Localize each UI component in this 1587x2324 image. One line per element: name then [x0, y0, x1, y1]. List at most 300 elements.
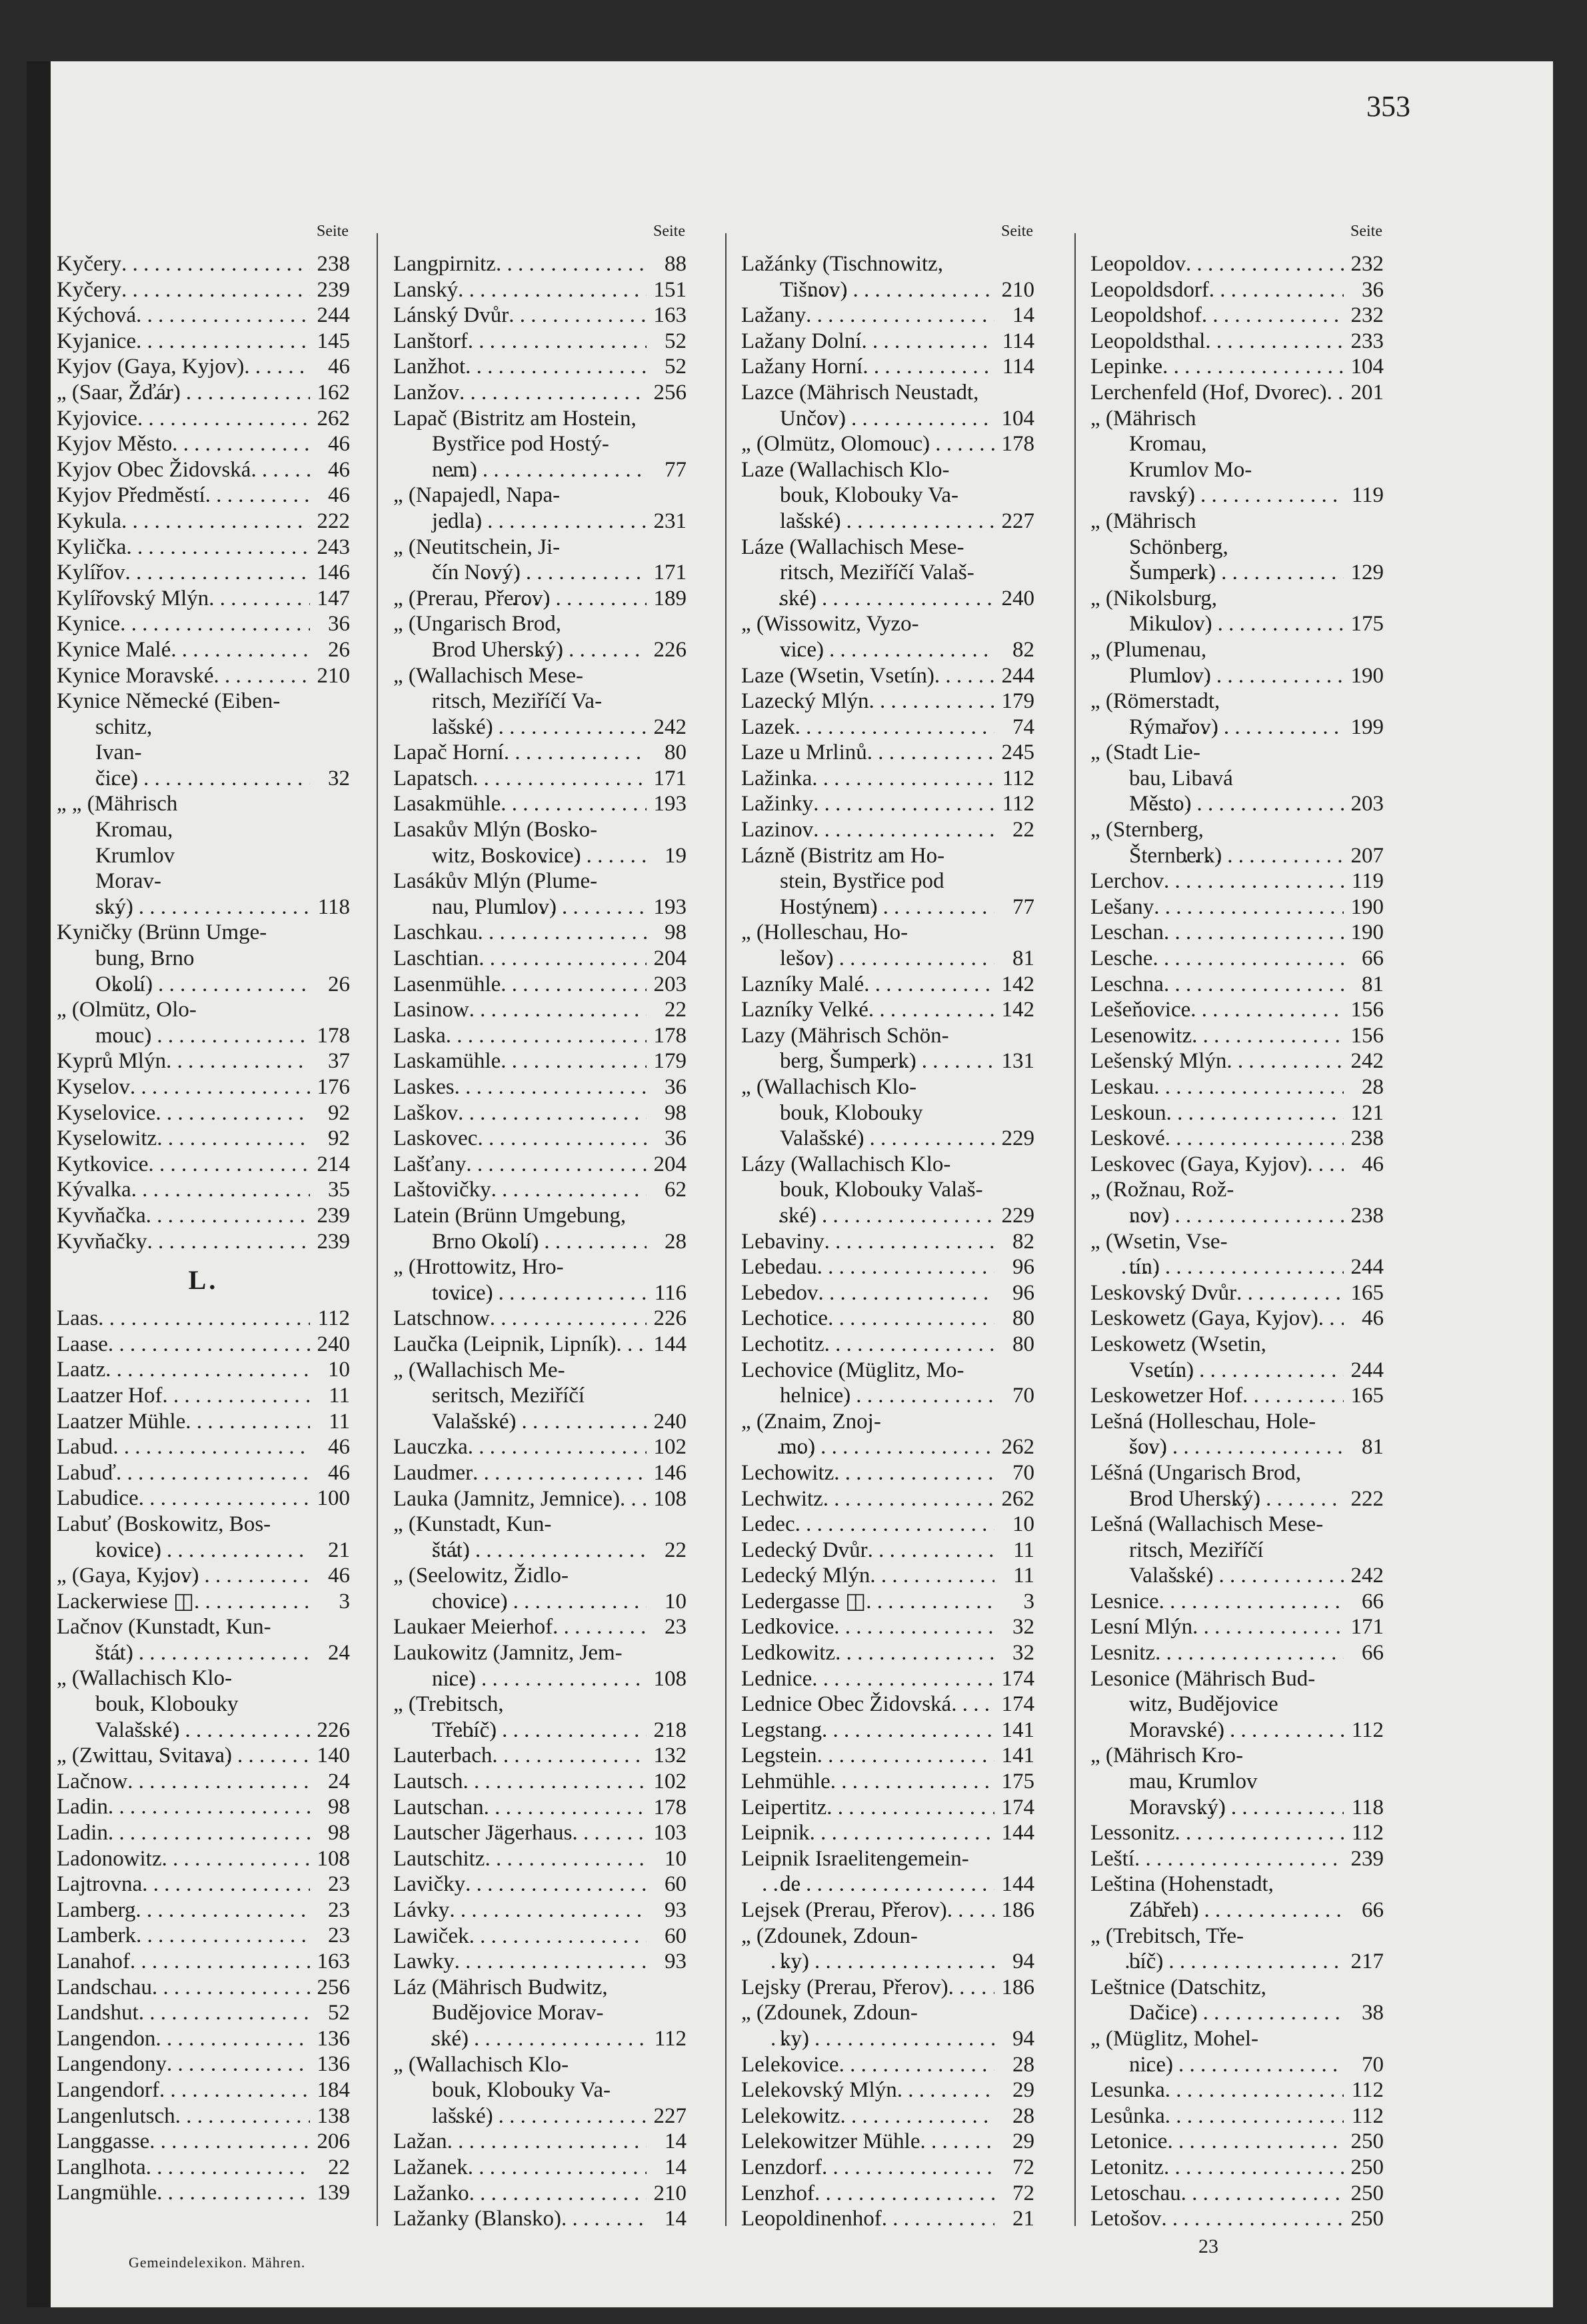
entry-page: 11: [994, 1563, 1034, 1589]
entry-page: 32: [994, 1640, 1034, 1666]
entry-page: 62: [647, 1177, 687, 1203]
entry-name: Lešany . . .: [1090, 894, 1344, 920]
entry-name: „ (Mährisch Kro- mau, Krumlov Moravský) . . .: [1090, 1743, 1344, 1820]
index-entry: [1090, 509, 1384, 586]
index-entry: [1090, 997, 1384, 1023]
index-entry: [741, 1666, 1034, 1692]
index-entry: [1090, 329, 1384, 355]
entry-name: Lautschitz . . .: [393, 1846, 647, 1872]
entry-name: Laas . . .: [57, 1306, 310, 1332]
entry-name: Lechotice . . .: [741, 1306, 994, 1332]
entry-page: 142: [994, 997, 1034, 1023]
entry-name: Kyčery . . .: [57, 277, 310, 303]
entry-name: Langendon . . .: [57, 2026, 310, 2052]
entry-page: 245: [994, 740, 1034, 766]
index-entry: [741, 1614, 1034, 1640]
entry-name: Lessonitz . . .: [1090, 1820, 1344, 1846]
index-entry: [57, 1923, 350, 1949]
entry-name: Lackerwiese ◫ . . .: [57, 1589, 310, 1615]
entry-name: Lačnow . . .: [57, 1769, 310, 1795]
entry-name: Legstein . . .: [741, 1743, 994, 1769]
index-entry: [1090, 1743, 1384, 1820]
entry-page: 229: [994, 1203, 1034, 1229]
entry-page: 36: [310, 611, 350, 637]
index-entry: [741, 714, 1034, 740]
entry-name: Laškov . . .: [393, 1100, 647, 1126]
entry-name: Lažanky (Blansko) . . .: [393, 2206, 647, 2232]
index-entry: [741, 1897, 1034, 1923]
index-entry: [57, 1563, 350, 1589]
entry-name: Lamberk . . .: [57, 1923, 310, 1949]
index-entry: [57, 688, 350, 791]
entry-page: 204: [647, 946, 687, 972]
entry-name: Lasakmühle . . .: [393, 791, 647, 817]
index-entry: [393, 1358, 687, 1435]
entry-page: 70: [994, 1383, 1034, 1409]
index-entry: [1090, 1177, 1384, 1228]
index-entry: [393, 1897, 687, 1923]
entry-name: Lesche . . .: [1090, 946, 1344, 972]
entry-page: 35: [310, 1177, 350, 1203]
entry-name: Leskowetz (Gaya, Kyjov) . . .: [1090, 1306, 1344, 1332]
entry-name: Láze (Wallachisch Mese- ritsch, Meziříčí Valaš- ské) . . .: [741, 535, 994, 612]
entry-name: Kyjov Předměstí . . .: [57, 483, 310, 509]
entry-page: 14: [647, 2129, 687, 2155]
entry-page: 242: [1344, 1048, 1384, 1074]
entry-page: 112: [310, 1306, 350, 1332]
entry-name: Lehmühle . . .: [741, 1769, 994, 1795]
entry-name: „ (Seelowitz, Židlo- chovice) . . .: [393, 1563, 647, 1614]
entry-page: 60: [647, 1871, 687, 1897]
entry-page: 239: [310, 277, 350, 303]
index-entry: [393, 920, 687, 946]
entry-name: Landschau . . .: [57, 1975, 310, 2001]
entry-name: „ (Ungarisch Brod, Brod Uherský) . . .: [393, 611, 647, 662]
entry-page: 239: [1344, 1846, 1384, 1872]
index-entry: [741, 251, 1034, 303]
entry-name: Kyselowitz . . .: [57, 1126, 310, 1152]
entry-name: Langmühle . . .: [57, 2180, 310, 2206]
entry-name: Leskoun . . .: [1090, 1100, 1344, 1126]
index-entry: [393, 1254, 687, 1306]
entry-page: 226: [310, 1718, 350, 1743]
index-entry: [1090, 586, 1384, 637]
entry-name: Kyničky (Brünn Umge- bung, Brno Okolí) . . .: [57, 920, 310, 997]
entry-name: „ (Napajedl, Napa- jedla) . . .: [393, 483, 647, 534]
entry-page: 165: [1344, 1383, 1384, 1409]
entry-name: Lelekowitz . . .: [741, 2103, 994, 2129]
entry-name: Lapač (Bistritz am Hostein, Bystřice pod Hostý- nem) . . .: [393, 406, 647, 483]
entry-page: 218: [647, 1718, 687, 1743]
entry-page: 46: [310, 1563, 350, 1589]
entry-page: 217: [1344, 1949, 1384, 1975]
entry-page: 74: [994, 714, 1034, 740]
entry-page: 186: [994, 1975, 1034, 2001]
entry-name: „ (Wallachisch Klo- bouk, Klobouky Valašské) . . .: [57, 1666, 310, 1743]
entry-name: Laschtian . . .: [393, 946, 647, 972]
entry-page: 37: [310, 1048, 350, 1074]
entry-name: Kyjov (Gaya, Kyjov) . . .: [57, 354, 310, 380]
index-entry: [741, 1846, 1034, 1897]
index-entry: [1090, 637, 1384, 688]
index-entry: [741, 1692, 1034, 1718]
index-entry: [393, 1614, 687, 1640]
entry-page: 199: [1344, 714, 1384, 740]
entry-name: Letonice . . .: [1090, 2129, 1344, 2155]
index-column-1: [57, 223, 350, 2206]
entry-name: Lažan . . .: [393, 2129, 647, 2155]
entry-page: 184: [310, 2077, 350, 2103]
entry-page: 60: [647, 1923, 687, 1949]
index-entry: [393, 277, 687, 303]
index-entry: [741, 1409, 1034, 1460]
entry-name: „ (Plumenau, Plumlov) . . .: [1090, 637, 1344, 688]
index-entry: [741, 766, 1034, 792]
entry-page: 186: [994, 1897, 1034, 1923]
index-entry: [57, 997, 350, 1048]
entry-page: 108: [310, 1846, 350, 1872]
entry-name: Leskovec (Gaya, Kyjov) . . .: [1090, 1152, 1344, 1178]
entry-page: 92: [310, 1100, 350, 1126]
index-entry: [1090, 303, 1384, 329]
entry-page: 140: [310, 1743, 350, 1769]
entry-name: Laatzer Mühle . . .: [57, 1409, 310, 1435]
entry-name: Léšná (Ungarisch Brod, Brod Uherský) . . .: [1090, 1460, 1344, 1512]
index-entry: [1090, 1126, 1384, 1152]
index-entry: [393, 1692, 687, 1743]
entry-page: 23: [310, 1871, 350, 1897]
entry-page: 112: [994, 791, 1034, 817]
index-entry: [1090, 1152, 1384, 1178]
entry-page: 118: [310, 894, 350, 920]
entry-page: 66: [1344, 946, 1384, 972]
index-entry: [1090, 2077, 1384, 2103]
index-entry: [741, 303, 1034, 329]
entry-name: Langgasse . . .: [57, 2129, 310, 2155]
entry-name: Leskowetzer Hof . . .: [1090, 1383, 1344, 1409]
entry-name: Ledec . . .: [741, 1512, 994, 1538]
entry-name: Lesnice . . .: [1090, 1589, 1344, 1615]
entry-page: 141: [994, 1743, 1034, 1769]
entry-name: Laudmer . . .: [393, 1460, 647, 1486]
entry-name: Lapač Horní . . .: [393, 740, 647, 766]
entry-page: 204: [647, 1152, 687, 1178]
entry-page: 174: [994, 1692, 1034, 1718]
index-entry: [57, 2077, 350, 2103]
entry-page: 24: [310, 1769, 350, 1795]
entry-name: Lavičky . . .: [393, 1871, 647, 1897]
index-entry: [1090, 1512, 1384, 1589]
entry-page: 19: [647, 843, 687, 869]
entry-name: Lenzdorf . . .: [741, 2155, 994, 2181]
index-entry: [57, 380, 350, 406]
index-entry: [1090, 1074, 1384, 1100]
index-entry: [393, 303, 687, 329]
entry-page: 38: [1344, 2000, 1384, 2026]
index-entry: [393, 2206, 687, 2232]
entry-page: 46: [310, 431, 350, 457]
index-entry: [393, 946, 687, 972]
index-entry: [741, 431, 1034, 457]
column-header: Seite: [1350, 223, 1382, 240]
index-entry: [393, 1048, 687, 1074]
entry-page: 222: [1344, 1486, 1384, 1512]
entry-page: 156: [1344, 1023, 1384, 1049]
index-entry: [57, 611, 350, 637]
index-entry: [1090, 2206, 1384, 2232]
entry-name: Lauczka . . .: [393, 1434, 647, 1460]
entry-name: Lazinov . . .: [741, 817, 994, 843]
entry-name: Lazy (Mährisch Schön- berg, Šumperk) . . .: [741, 1023, 994, 1074]
entry-page: 250: [1344, 2155, 1384, 2181]
index-entry: [393, 997, 687, 1023]
entry-name: Lazce (Mährisch Neustadt, Unčov) . . .: [741, 380, 994, 431]
entry-name: „ (Znaim, Znoj- mo) . . .: [741, 1409, 994, 1460]
entry-name: Lazníky Malé . . .: [741, 972, 994, 998]
entry-page: 178: [647, 1795, 687, 1821]
entry-page: 46: [310, 1460, 350, 1486]
entry-name: Lesonice (Mährisch Bud- witz, Budějovice Moravské) . . .: [1090, 1666, 1344, 1743]
entry-name: Lechovice (Müglitz, Mo- helnice) . . .: [741, 1358, 994, 1409]
index-entry: [741, 1280, 1034, 1306]
index-entry: [1090, 894, 1384, 920]
index-entry: [57, 277, 350, 303]
index-entry: [741, 535, 1034, 612]
entry-page: 119: [1344, 483, 1384, 509]
column-rule: [1074, 233, 1076, 2226]
entry-name: Leština (Hohenstadt, Zábřeh) . . .: [1090, 1871, 1344, 1923]
entry-name: Lednice . . .: [741, 1666, 994, 1692]
index-entry: [741, 1743, 1034, 1769]
entry-name: Leskau . . .: [1090, 1074, 1344, 1100]
column-header: Seite: [317, 223, 349, 240]
entry-name: „ (Wallachisch Mese- ritsch, Meziříčí Va- lašské) . . .: [393, 663, 647, 740]
index-entry: [741, 354, 1034, 380]
entry-page: 242: [1344, 1563, 1384, 1589]
column-header: Seite: [1001, 223, 1033, 240]
entry-name: „ (Olmütz, Olomouc) . . .: [741, 431, 994, 457]
entry-page: 136: [310, 2051, 350, 2077]
entry-name: Lesnitz . . .: [1090, 1640, 1344, 1666]
index-entry: [57, 1589, 350, 1615]
index-entry: [57, 509, 350, 535]
index-entry: [1090, 1666, 1384, 1743]
index-entry: [57, 1074, 350, 1100]
entry-name: Lenzhof . . .: [741, 2181, 994, 2207]
entry-name: Kylička . . .: [57, 535, 310, 561]
index-entry: [393, 972, 687, 998]
index-entry: [393, 2155, 687, 2181]
index-entry: [57, 1666, 350, 1743]
entry-page: 70: [994, 1460, 1034, 1486]
index-entry: [393, 1203, 687, 1254]
entry-page: 207: [1344, 843, 1384, 869]
index-entry: [741, 663, 1034, 689]
entry-name: „ (Mährisch Kromau, Krumlov Mo- ravský) . . .: [1090, 406, 1344, 509]
entry-name: Lautscher Jägerhaus . . .: [393, 1820, 647, 1846]
entry-page: 102: [647, 1434, 687, 1460]
entry-page: 22: [647, 997, 687, 1023]
entry-name: Lesunka . . .: [1090, 2077, 1344, 2103]
entry-page: 103: [647, 1820, 687, 1846]
index-entry: [741, 1358, 1034, 1409]
entry-page: 171: [1344, 1614, 1384, 1640]
entry-page: 226: [647, 637, 687, 663]
index-entry: [57, 457, 350, 483]
entry-name: Leschna . . .: [1090, 972, 1344, 998]
index-entry: [1090, 2181, 1384, 2207]
entry-page: 46: [310, 457, 350, 483]
index-entry: [741, 2181, 1034, 2207]
index-entry: [741, 1332, 1034, 1358]
index-entry: [57, 354, 350, 380]
index-entry: [741, 1023, 1034, 1074]
index-entry: [57, 637, 350, 663]
entry-page: 72: [994, 2155, 1034, 2181]
entry-page: 238: [1344, 1126, 1384, 1152]
entry-page: 262: [310, 406, 350, 432]
index-entry: [741, 1074, 1034, 1152]
entry-page: 14: [647, 2206, 687, 2232]
entry-name: Lávky . . .: [393, 1897, 647, 1923]
index-entry: [57, 2051, 350, 2077]
index-entry: [1090, 2129, 1384, 2155]
index-entry: [393, 1512, 687, 1563]
index-entry: [393, 1846, 687, 1872]
index-entry: [741, 791, 1034, 817]
index-entry: [741, 1306, 1034, 1332]
index-entry: [741, 843, 1034, 920]
entry-name: Laučka (Leipnik, Lipník) . . .: [393, 1332, 647, 1358]
entry-page: 112: [1344, 1820, 1384, 1846]
index-entry: [1090, 1332, 1384, 1383]
entry-page: 29: [994, 2129, 1034, 2155]
entry-name: Lasakův Mlýn (Bosko- witz, Boskovice) . . .: [393, 817, 647, 868]
index-column-3: [741, 223, 1034, 2232]
entry-name: Leopoldov . . .: [1090, 251, 1344, 277]
index-entry: [393, 586, 687, 612]
entry-name: Lebedov . . .: [741, 1280, 994, 1306]
index-entry: [741, 1640, 1034, 1666]
entry-page: 165: [1344, 1280, 1384, 1306]
index-entry: [393, 380, 687, 406]
entry-name: Lechotitz . . .: [741, 1332, 994, 1358]
entry-page: 26: [310, 637, 350, 663]
entry-name: Kylířov . . .: [57, 560, 310, 586]
entry-name: Laskes . . .: [393, 1074, 647, 1100]
index-entry: [57, 586, 350, 612]
entry-page: 239: [310, 1229, 350, 1255]
entry-name: Kyvňačky . . .: [57, 1229, 310, 1255]
entry-name: Lažany Horní . . .: [741, 354, 994, 380]
entry-page: 203: [647, 972, 687, 998]
entry-name: Ladin . . .: [57, 1820, 310, 1846]
entry-page: 171: [647, 766, 687, 792]
entry-page: 102: [647, 1769, 687, 1795]
index-entry: [1090, 1975, 1384, 2026]
entry-page: 118: [1344, 1795, 1384, 1821]
index-entry: [57, 329, 350, 355]
index-entry: [393, 1074, 687, 1100]
entry-page: 23: [310, 1923, 350, 1949]
entry-name: Kyjovice . . .: [57, 406, 310, 432]
index-entry: [1090, 1589, 1384, 1615]
entry-page: 66: [1344, 1589, 1384, 1615]
page-number: 353: [1366, 90, 1410, 123]
entry-page: 46: [1344, 1306, 1384, 1332]
entry-name: Kýchová . . .: [57, 303, 310, 329]
index-entry: [741, 2155, 1034, 2181]
entry-page: 179: [994, 688, 1034, 714]
entry-name: Laatzer Hof . . .: [57, 1383, 310, 1409]
entry-page: 98: [310, 1794, 350, 1820]
entry-page: 108: [647, 1486, 687, 1512]
entry-page: 10: [994, 1512, 1034, 1538]
index-entry: [57, 1229, 350, 1255]
entry-page: 203: [1344, 791, 1384, 817]
index-entry: [57, 663, 350, 689]
index-entry: [393, 1023, 687, 1049]
index-entry: [57, 1871, 350, 1897]
index-entry: [57, 535, 350, 561]
entry-page: 229: [994, 1126, 1034, 1152]
entry-name: „ (Müglitz, Mohel- nice) . . .: [1090, 2026, 1344, 2077]
entry-page: 179: [647, 1048, 687, 1074]
index-entry: [57, 1975, 350, 2001]
entry-name: Lánský Dvůr . . .: [393, 303, 647, 329]
entry-name: Langenlutsch . . .: [57, 2103, 310, 2129]
entry-name: Laukowitz (Jamnitz, Jem- nice) . . .: [393, 1640, 647, 1692]
entry-page: 190: [1344, 894, 1384, 920]
index-entry: [57, 1203, 350, 1229]
entry-name: Leštnice (Datschitz, Dačice) . . .: [1090, 1975, 1344, 2026]
index-entry: [1090, 1306, 1384, 1332]
entry-name: Langendony . . .: [57, 2051, 310, 2077]
index-entry: [1090, 1383, 1384, 1409]
entry-page: 112: [1344, 2077, 1384, 2103]
entry-page: 52: [310, 2000, 350, 2026]
entry-name: „ (Holleschau, Ho- lešov) . . .: [741, 920, 994, 971]
page-binding-shadow: [27, 61, 51, 2307]
entry-name: „ (Wallachisch Me- seritsch, Meziříčí Valašské) . . .: [393, 1358, 647, 1435]
index-entry: [741, 1718, 1034, 1743]
entry-page: 26: [310, 972, 350, 998]
entry-name: Kyvňačka . . .: [57, 1203, 310, 1229]
index-entry: [393, 2052, 687, 2129]
index-entry: [1090, 1923, 1384, 1975]
entry-name: Laatz . . .: [57, 1357, 310, 1383]
index-entry: [741, 611, 1034, 662]
index-entry: [1090, 380, 1384, 406]
entry-name: Lebedau . . .: [741, 1254, 994, 1280]
entry-name: Legstang . . .: [741, 1718, 994, 1743]
entry-name: „ (Zdounek, Zdoun- ky) . . .: [741, 1923, 994, 1975]
entry-page: 138: [310, 2103, 350, 2129]
index-entry: [1090, 1820, 1384, 1846]
index-entry: [57, 2026, 350, 2052]
entry-name: „ (Zdounek, Zdoun- ky) . . .: [741, 2000, 994, 2051]
entry-page: 93: [647, 1949, 687, 1975]
entry-page: 46: [310, 1434, 350, 1460]
entry-name: Laukaer Meierhof . . .: [393, 1614, 647, 1640]
entry-name: Laschkau . . .: [393, 920, 647, 946]
entry-name: „ (Rožnau, Rož- nov) . . .: [1090, 1177, 1344, 1228]
entry-page: 226: [647, 1306, 687, 1332]
entry-page: 98: [310, 1820, 350, 1846]
entry-page: 244: [994, 663, 1034, 689]
entry-name: Leopoldsdorf . . .: [1090, 277, 1344, 303]
entry-name: Lerchov . . .: [1090, 868, 1344, 894]
